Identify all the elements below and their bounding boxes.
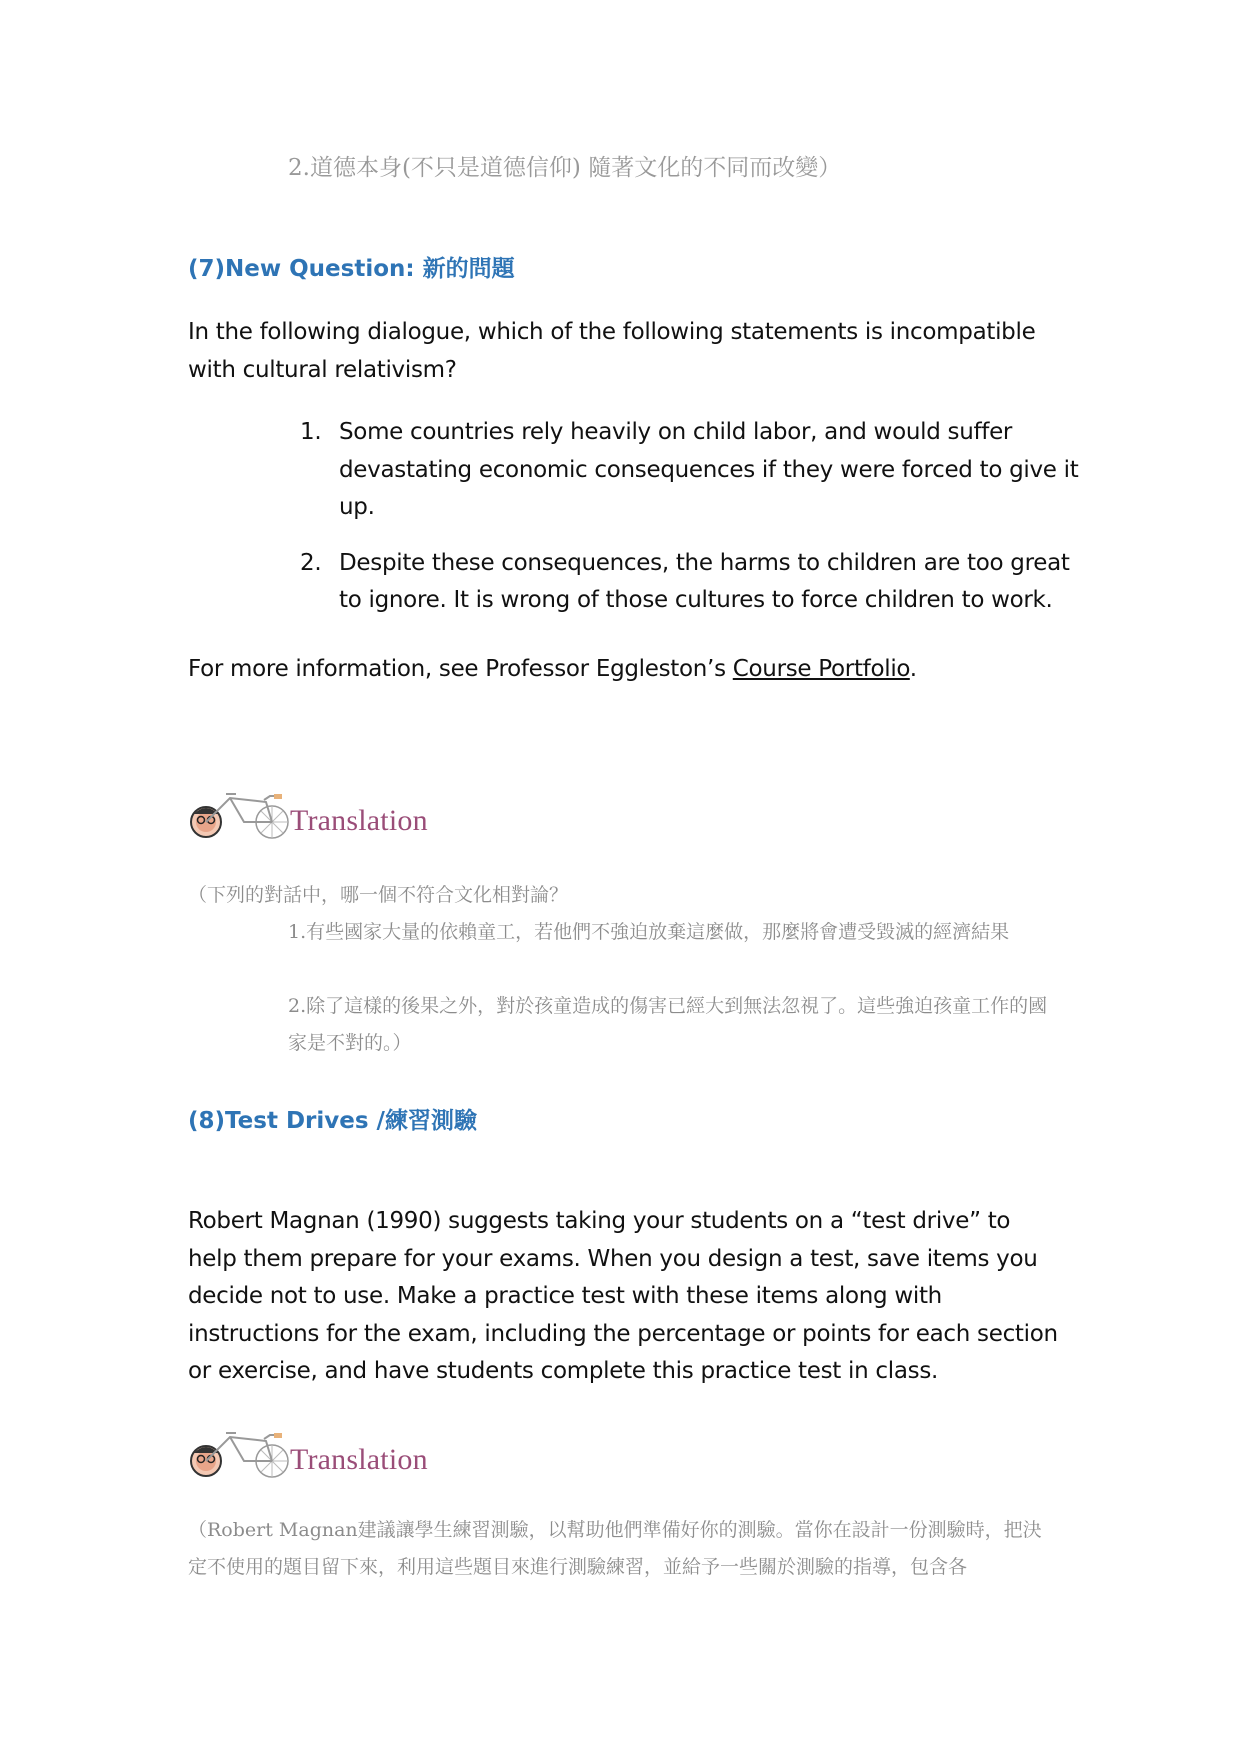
section-8-heading-zh: 練習測驗	[384, 1107, 477, 1134]
choice-number: 1.	[300, 419, 322, 445]
choice-text: Some countries rely heavily on child labor, and would suffer devastating economic consequences if they were forced to give it up.	[339, 419, 1079, 520]
bicycle-icon	[186, 778, 296, 842]
translation-logo	[186, 1417, 446, 1481]
section-7-choices	[300, 414, 1170, 620]
section-8-paragraph: Robert Magnan (1990) suggests taking your students on a “test drive” to help them prepare for your exams. When you design a test, save items you decide not to use. Make a practice test with these items along with instructions for the exam, including the percentage or points for each section or exercise, and have students complete this practice test in class.	[188, 1208, 1058, 1384]
translation-7-item: 1.有些國家大量的依賴童工，若他們不強迫放棄這麼做，那麼將會遭受毀滅的經濟結果	[288, 921, 1010, 943]
choice-item	[300, 545, 1099, 620]
choice-text: Despite these consequences, the harms to children are too great to ignore. It is wrong of those cultures to force children to work.	[339, 549, 1070, 613]
course-portfolio-link[interactable]: Course Portfolio	[732, 656, 910, 682]
section-7-question: In the following dialogue, which of the following statements is incompatible with cultural relativism?	[188, 319, 1036, 383]
intro-line: 2.道德本身(不只是道德信仰) 隨著文化的不同而改變）	[288, 155, 842, 181]
section-7-heading-en: (7)New Question:	[188, 256, 415, 282]
translation-7-item: 2.除了這樣的後果之外，對於孩童造成的傷害已經大到無法忽視了。這些強迫孩童工作的國家是不對的。）	[288, 995, 1048, 1054]
translation-logo-label: Translation	[290, 804, 428, 837]
bicycle-icon	[186, 1417, 296, 1481]
choice-item	[300, 414, 1099, 527]
section-8-heading-en: (8)Test Drives /	[188, 1108, 385, 1134]
translation-7-intro: （下列的對話中，哪一個不符合文化相對論？	[188, 884, 569, 906]
section-8-heading	[188, 1106, 477, 1136]
translation-logo	[186, 778, 446, 842]
section-7-heading-zh: 新的問題	[422, 255, 515, 282]
more-info-suffix: .	[909, 656, 917, 682]
more-info-prefix: For more information, see Professor Eggleston’s	[188, 656, 733, 682]
translation-logo-label: Translation	[290, 1443, 428, 1476]
more-info-line	[188, 651, 1058, 689]
section-7-heading	[188, 254, 515, 284]
translation-8-text: （Robert Magnan建議讓學生練習測驗，以幫助他們準備好你的測驗。當你在設計一份測驗時，把決定不使用的題目留下來，利用這些題目來進行測驗練習，並給予一些關於測驗的指導，包含各	[188, 1519, 1042, 1578]
choice-number: 2.	[300, 549, 322, 576]
